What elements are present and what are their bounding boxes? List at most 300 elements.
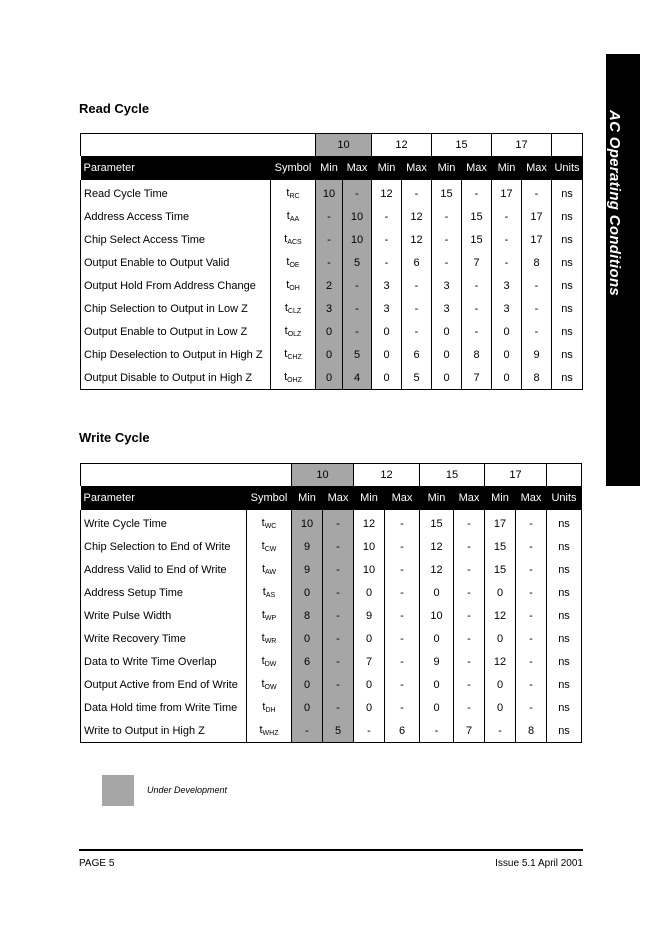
- max-value-cell: -: [454, 510, 485, 535]
- min-value-cell: 15: [485, 558, 516, 581]
- min-value-cell: 0: [420, 627, 454, 650]
- min-header: Min: [292, 486, 323, 510]
- min-value-cell: 17: [492, 180, 522, 205]
- max-value-cell: -: [385, 581, 420, 604]
- max-value-cell: -: [402, 320, 432, 343]
- speed-grade-label: 17: [492, 134, 552, 157]
- symbol-base: t: [286, 256, 290, 268]
- units-cell: ns: [552, 343, 583, 366]
- table-row: [81, 558, 582, 581]
- symbol-base: t: [286, 279, 290, 291]
- min-header: Min: [485, 486, 516, 510]
- table-row: [81, 673, 582, 696]
- min-value-cell: 10: [354, 535, 385, 558]
- units-cell: ns: [552, 180, 583, 205]
- min-value-cell: 0: [316, 320, 343, 343]
- speed-grade-label: 10: [316, 134, 372, 157]
- min-value-cell: -: [316, 205, 343, 228]
- parameter-cell: Write Pulse Width: [81, 604, 247, 627]
- min-value-cell: 0: [316, 366, 343, 390]
- symbol-subscript: ACS: [287, 239, 302, 246]
- min-header: Min: [372, 156, 402, 180]
- max-value-cell: -: [516, 510, 547, 535]
- min-value-cell: -: [420, 719, 454, 743]
- units-cell: ns: [552, 297, 583, 320]
- speed-grade-label: 12: [372, 134, 432, 157]
- max-value-cell: 10: [343, 228, 372, 251]
- min-value-cell: 0: [432, 320, 462, 343]
- units-cell: ns: [547, 719, 582, 743]
- table-row: [81, 604, 582, 627]
- min-value-cell: 0: [420, 581, 454, 604]
- max-value-cell: 5: [323, 719, 354, 743]
- table-row: [81, 251, 583, 274]
- max-header: Max: [454, 486, 485, 510]
- parameter-header: Parameter: [81, 486, 247, 510]
- symbol-base: t: [284, 233, 288, 245]
- symbol-cell: [271, 297, 316, 320]
- max-value-cell: -: [454, 558, 485, 581]
- symbol-base: t: [261, 563, 266, 575]
- symbol-base: t: [259, 724, 263, 736]
- table-row: [81, 696, 582, 719]
- speed-grade-label: 17: [485, 464, 547, 487]
- max-value-cell: -: [522, 180, 552, 205]
- max-value-cell: 8: [516, 719, 547, 743]
- units-header: Units: [552, 156, 583, 180]
- max-value-cell: -: [323, 650, 354, 673]
- max-value-cell: -: [454, 581, 485, 604]
- min-value-cell: 0: [316, 343, 343, 366]
- min-value-cell: -: [492, 228, 522, 251]
- max-value-cell: -: [402, 274, 432, 297]
- min-value-cell: 0: [292, 673, 323, 696]
- max-header: Max: [516, 486, 547, 510]
- min-value-cell: 0: [354, 696, 385, 719]
- max-value-cell: -: [385, 627, 420, 650]
- parameter-cell: Output Disable to Output in High Z: [81, 366, 271, 390]
- under-development-swatch: [102, 775, 134, 806]
- min-value-cell: 8: [292, 604, 323, 627]
- symbol-header: Symbol: [271, 156, 316, 180]
- symbol-cell: [271, 320, 316, 343]
- min-value-cell: 0: [420, 696, 454, 719]
- speed-grade-label: 12: [354, 464, 420, 487]
- symbol-base: t: [284, 348, 288, 360]
- max-value-cell: -: [516, 581, 547, 604]
- min-value-cell: 12: [420, 535, 454, 558]
- write-cycle-table: [80, 463, 582, 743]
- min-value-cell: -: [492, 205, 522, 228]
- table-row: [81, 627, 582, 650]
- units-cell: ns: [547, 650, 582, 673]
- symbol-cell: [247, 627, 292, 650]
- symbol-subscript: WR: [264, 638, 277, 645]
- read-cycle-table: [80, 133, 583, 390]
- max-value-cell: 17: [522, 205, 552, 228]
- max-value-cell: -: [522, 274, 552, 297]
- symbol-subscript: AS: [265, 592, 276, 599]
- units-cell: ns: [547, 535, 582, 558]
- units-cell: ns: [552, 320, 583, 343]
- max-value-cell: -: [454, 535, 485, 558]
- min-value-cell: -: [372, 251, 402, 274]
- min-value-cell: 0: [292, 627, 323, 650]
- symbol-subscript: WP: [264, 615, 277, 622]
- min-value-cell: -: [485, 719, 516, 743]
- max-value-cell: 8: [522, 366, 552, 390]
- symbol-subscript: CLZ: [287, 308, 302, 315]
- parameter-cell: Write Cycle Time: [81, 510, 247, 535]
- max-value-cell: -: [516, 535, 547, 558]
- max-value-cell: -: [516, 673, 547, 696]
- min-value-cell: 2: [316, 274, 343, 297]
- table-row: [81, 366, 583, 390]
- max-value-cell: -: [462, 297, 492, 320]
- max-value-cell: -: [516, 696, 547, 719]
- min-value-cell: -: [292, 719, 323, 743]
- min-value-cell: 3: [432, 297, 462, 320]
- table-row: [81, 510, 582, 535]
- min-value-cell: -: [354, 719, 385, 743]
- symbol-base: t: [262, 701, 266, 713]
- symbol-base: t: [286, 210, 290, 222]
- max-value-cell: -: [343, 320, 372, 343]
- symbol-cell: [271, 274, 316, 297]
- symbol-subscript: AA: [289, 216, 300, 223]
- symbol-cell: [271, 343, 316, 366]
- max-value-cell: 15: [462, 228, 492, 251]
- symbol-subscript: CHZ: [287, 354, 302, 361]
- min-value-cell: 0: [485, 696, 516, 719]
- min-value-cell: -: [316, 251, 343, 274]
- max-value-cell: -: [516, 604, 547, 627]
- max-value-cell: -: [385, 696, 420, 719]
- min-value-cell: 0: [492, 320, 522, 343]
- max-value-cell: -: [516, 558, 547, 581]
- symbol-subscript: CW: [264, 546, 277, 553]
- min-value-cell: 12: [372, 180, 402, 205]
- max-value-cell: 10: [343, 205, 372, 228]
- units-cell: ns: [547, 510, 582, 535]
- symbol-base: t: [261, 678, 265, 690]
- min-header: Min: [316, 156, 343, 180]
- units-header: Units: [547, 486, 582, 510]
- max-value-cell: 5: [402, 366, 432, 390]
- min-value-cell: 12: [354, 510, 385, 535]
- min-value-cell: 0: [354, 581, 385, 604]
- min-value-cell: 0: [354, 673, 385, 696]
- min-value-cell: 0: [372, 343, 402, 366]
- min-value-cell: 9: [354, 604, 385, 627]
- min-value-cell: 3: [492, 274, 522, 297]
- units-cell: ns: [547, 604, 582, 627]
- units-cell: ns: [547, 558, 582, 581]
- min-value-cell: 0: [492, 366, 522, 390]
- parameter-cell: Output Hold From Address Change: [81, 274, 271, 297]
- max-value-cell: 12: [402, 228, 432, 251]
- symbol-cell: [247, 604, 292, 627]
- max-value-cell: -: [385, 535, 420, 558]
- max-value-cell: -: [522, 297, 552, 320]
- max-value-cell: -: [385, 510, 420, 535]
- max-value-cell: 6: [402, 343, 432, 366]
- blank-cell: [552, 134, 583, 157]
- symbol-base: t: [284, 371, 288, 383]
- table-row: [81, 274, 583, 297]
- min-header: Min: [432, 156, 462, 180]
- max-value-cell: -: [323, 535, 354, 558]
- max-header: Max: [522, 156, 552, 180]
- max-value-cell: 4: [343, 366, 372, 390]
- symbol-base: t: [284, 302, 288, 314]
- min-header: Min: [492, 156, 522, 180]
- max-value-cell: -: [323, 604, 354, 627]
- symbol-cell: [271, 180, 316, 205]
- min-value-cell: 12: [420, 558, 454, 581]
- min-value-cell: -: [372, 228, 402, 251]
- parameter-cell: Data to Write Time Overlap: [81, 650, 247, 673]
- side-section-title: AC Operating Conditions: [606, 110, 623, 297]
- min-value-cell: -: [492, 251, 522, 274]
- max-value-cell: 9: [522, 343, 552, 366]
- max-value-cell: -: [323, 673, 354, 696]
- max-value-cell: -: [343, 274, 372, 297]
- symbol-cell: [247, 673, 292, 696]
- min-value-cell: 0: [432, 366, 462, 390]
- under-development-label: Under Development: [147, 785, 228, 795]
- table-row: [81, 719, 582, 743]
- max-value-cell: 7: [454, 719, 485, 743]
- max-value-cell: 5: [343, 343, 372, 366]
- blank-cell: [81, 464, 292, 487]
- max-value-cell: 8: [462, 343, 492, 366]
- parameter-cell: Chip Deselection to Output in High Z: [81, 343, 271, 366]
- min-header: Min: [420, 486, 454, 510]
- symbol-base: t: [261, 517, 265, 529]
- units-cell: ns: [552, 274, 583, 297]
- symbol-subscript: RC: [289, 193, 300, 200]
- symbol-cell: [247, 581, 292, 604]
- symbol-subscript: OH: [289, 285, 300, 292]
- table-row: [81, 320, 583, 343]
- table-row: [81, 180, 583, 205]
- min-value-cell: -: [432, 205, 462, 228]
- max-value-cell: 17: [522, 228, 552, 251]
- symbol-subscript: WHZ: [262, 730, 279, 737]
- symbol-cell: [247, 650, 292, 673]
- min-value-cell: 0: [420, 673, 454, 696]
- min-value-cell: 10: [354, 558, 385, 581]
- min-value-cell: 3: [372, 274, 402, 297]
- symbol-subscript: OW: [264, 684, 277, 691]
- symbol-cell: [247, 535, 292, 558]
- speed-grade-label: 15: [432, 134, 492, 157]
- side-section-tab: [606, 54, 640, 486]
- speed-grade-row: [81, 464, 582, 487]
- units-cell: ns: [552, 205, 583, 228]
- table-row: [81, 650, 582, 673]
- parameter-cell: Address Valid to End of Write: [81, 558, 247, 581]
- max-value-cell: -: [402, 297, 432, 320]
- min-value-cell: 15: [420, 510, 454, 535]
- max-header: Max: [385, 486, 420, 510]
- parameter-cell: Data Hold time from Write Time: [81, 696, 247, 719]
- min-value-cell: 9: [292, 558, 323, 581]
- write-cycle-title: Write Cycle: [79, 430, 150, 445]
- units-cell: ns: [552, 366, 583, 390]
- symbol-cell: [271, 251, 316, 274]
- symbol-subscript: DH: [265, 707, 276, 714]
- max-value-cell: -: [462, 274, 492, 297]
- min-header: Min: [354, 486, 385, 510]
- min-value-cell: 0: [492, 343, 522, 366]
- min-value-cell: 3: [432, 274, 462, 297]
- min-value-cell: 3: [316, 297, 343, 320]
- min-value-cell: 10: [292, 510, 323, 535]
- parameter-header: Parameter: [81, 156, 271, 180]
- max-value-cell: -: [343, 180, 372, 205]
- units-cell: ns: [552, 251, 583, 274]
- max-value-cell: 8: [522, 251, 552, 274]
- symbol-subscript: DW: [264, 661, 277, 668]
- max-value-cell: -: [454, 604, 485, 627]
- max-value-cell: -: [516, 627, 547, 650]
- max-value-cell: 7: [462, 251, 492, 274]
- symbol-cell: [271, 228, 316, 251]
- max-value-cell: -: [454, 696, 485, 719]
- min-value-cell: 0: [354, 627, 385, 650]
- symbol-subscript: OHZ: [287, 377, 302, 384]
- max-value-cell: -: [323, 627, 354, 650]
- max-value-cell: 5: [343, 251, 372, 274]
- parameter-cell: Chip Select Access Time: [81, 228, 271, 251]
- min-value-cell: 12: [485, 650, 516, 673]
- parameter-cell: Chip Selection to Output in Low Z: [81, 297, 271, 320]
- parameter-cell: Chip Selection to End of Write: [81, 535, 247, 558]
- header-row: [81, 156, 583, 180]
- read-cycle-title: Read Cycle: [79, 101, 150, 116]
- min-value-cell: 3: [372, 297, 402, 320]
- symbol-base: t: [261, 609, 265, 621]
- min-value-cell: 0: [485, 581, 516, 604]
- blank-cell: [81, 134, 316, 157]
- symbol-base: t: [262, 586, 266, 598]
- symbol-subscript: OE: [289, 262, 300, 269]
- min-value-cell: 15: [485, 535, 516, 558]
- parameter-cell: Address Access Time: [81, 205, 271, 228]
- issue-date: Issue 5.1 April 2001: [495, 858, 583, 869]
- parameter-cell: Output Enable to Output in Low Z: [81, 320, 271, 343]
- min-value-cell: 9: [420, 650, 454, 673]
- max-value-cell: 12: [402, 205, 432, 228]
- table-row: [81, 228, 583, 251]
- symbol-base: t: [286, 187, 290, 199]
- max-value-cell: 15: [462, 205, 492, 228]
- max-value-cell: -: [385, 650, 420, 673]
- symbol-base: t: [261, 655, 265, 667]
- symbol-cell: [247, 510, 292, 535]
- max-value-cell: -: [516, 650, 547, 673]
- max-value-cell: -: [454, 627, 485, 650]
- min-value-cell: 0: [485, 673, 516, 696]
- min-value-cell: 9: [292, 535, 323, 558]
- max-value-cell: 7: [462, 366, 492, 390]
- max-header: Max: [462, 156, 492, 180]
- symbol-cell: [247, 558, 292, 581]
- max-value-cell: -: [323, 581, 354, 604]
- max-value-cell: -: [522, 320, 552, 343]
- min-value-cell: 3: [492, 297, 522, 320]
- max-header: Max: [343, 156, 372, 180]
- units-cell: ns: [547, 627, 582, 650]
- min-value-cell: 12: [485, 604, 516, 627]
- min-value-cell: 0: [372, 366, 402, 390]
- header-row: [81, 486, 582, 510]
- min-value-cell: 10: [316, 180, 343, 205]
- max-value-cell: -: [385, 558, 420, 581]
- min-value-cell: 15: [432, 180, 462, 205]
- parameter-cell: Read Cycle Time: [81, 180, 271, 205]
- symbol-header: Symbol: [247, 486, 292, 510]
- symbol-base: t: [284, 325, 288, 337]
- max-value-cell: -: [323, 558, 354, 581]
- units-cell: ns: [547, 673, 582, 696]
- parameter-cell: Output Active from End of Write: [81, 673, 247, 696]
- units-cell: ns: [547, 696, 582, 719]
- blank-cell: [547, 464, 582, 487]
- speed-grade-label: 10: [292, 464, 354, 487]
- min-value-cell: -: [316, 228, 343, 251]
- symbol-cell: [247, 696, 292, 719]
- min-value-cell: 17: [485, 510, 516, 535]
- min-value-cell: -: [372, 205, 402, 228]
- parameter-cell: Write to Output in High Z: [81, 719, 247, 743]
- max-header: Max: [323, 486, 354, 510]
- min-value-cell: 6: [292, 650, 323, 673]
- min-value-cell: 10: [420, 604, 454, 627]
- min-value-cell: -: [432, 228, 462, 251]
- min-value-cell: 7: [354, 650, 385, 673]
- symbol-subscript: WC: [264, 523, 277, 530]
- max-value-cell: -: [323, 696, 354, 719]
- table-row: [81, 205, 583, 228]
- speed-grade-label: 15: [420, 464, 485, 487]
- speed-grade-row: [81, 134, 583, 157]
- units-cell: ns: [547, 581, 582, 604]
- max-header: Max: [402, 156, 432, 180]
- min-value-cell: 0: [485, 627, 516, 650]
- max-value-cell: -: [462, 180, 492, 205]
- symbol-cell: [271, 366, 316, 390]
- parameter-cell: Address Setup Time: [81, 581, 247, 604]
- min-value-cell: 0: [292, 696, 323, 719]
- symbol-subscript: OLZ: [287, 331, 302, 338]
- units-cell: ns: [552, 228, 583, 251]
- min-value-cell: 0: [292, 581, 323, 604]
- symbol-base: t: [261, 540, 265, 552]
- max-value-cell: -: [385, 604, 420, 627]
- max-value-cell: -: [402, 180, 432, 205]
- parameter-cell: Output Enable to Output Valid: [81, 251, 271, 274]
- table-row: [81, 581, 582, 604]
- table-row: [81, 343, 583, 366]
- max-value-cell: -: [385, 673, 420, 696]
- symbol-base: t: [261, 632, 265, 644]
- max-value-cell: -: [454, 673, 485, 696]
- max-value-cell: 6: [385, 719, 420, 743]
- max-value-cell: -: [462, 320, 492, 343]
